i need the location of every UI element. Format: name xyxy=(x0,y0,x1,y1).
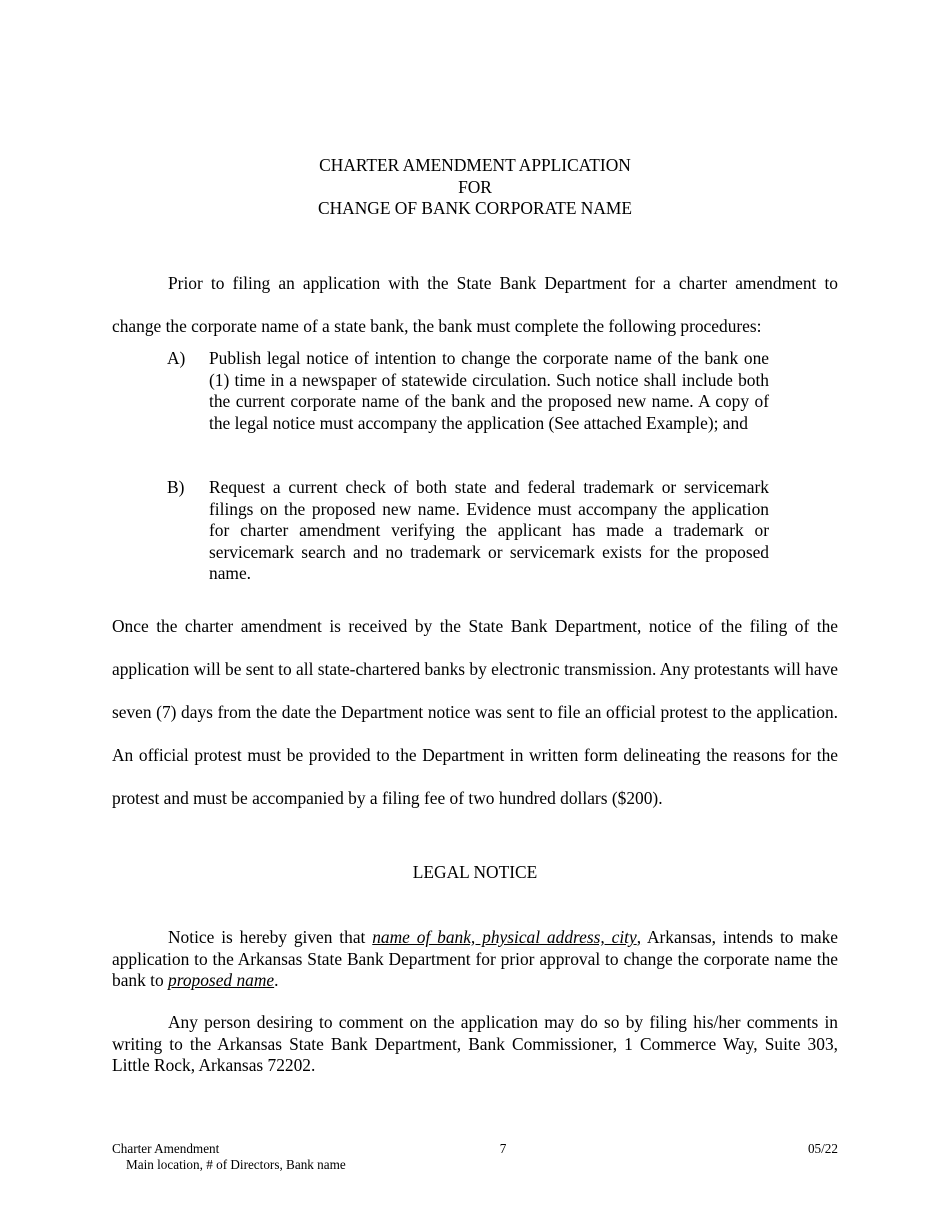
intro-paragraph xyxy=(112,262,838,348)
title-line-1: CHARTER AMENDMENT APPLICATION xyxy=(319,155,631,175)
notice-text-middle: Arkansas, intends to make application to the Arkansas State Bank Department for prior approval to change the corporate name the bank to xyxy=(112,927,838,991)
procedure-text-b: Request a current check of both state and federal trademark or servicemark filings on the proposed new name. Evidence must accompany the application for charter amendment verifying the applicant has made a trademark or servicemark search and no trademark or servicemark exists for the proposed name. xyxy=(209,477,769,584)
bank-name-placeholder: name of bank, physical address, city xyxy=(372,927,637,947)
title-line-2: FOR xyxy=(458,176,492,197)
footer-doc-name: Charter Amendment xyxy=(112,1141,220,1156)
legal-notice-paragraph-1 xyxy=(112,927,838,992)
placeholder-comma: , xyxy=(636,927,642,947)
legal-notice-paragraph-2: Any person desiring to comment on the application may do so by filing his/her comments in writing to the Arkansas State Bank Department, Bank Commissioner, 1 Commerce Way, Suite 303, Little Rock, Arkansas 72202. xyxy=(112,1012,838,1076)
proposed-name-placeholder: proposed name xyxy=(168,970,275,991)
legal-notice-heading: LEGAL NOTICE xyxy=(412,862,538,882)
intro-text: Prior to filing an application with the State Bank Department for a charter amendment to change the corporate name of a state bank, the bank must complete the following procedures: xyxy=(112,273,838,336)
footer-doc-subtitle: Main location, # of Directors, Bank name xyxy=(126,1157,346,1172)
procedure-item-b xyxy=(167,477,769,585)
notice-text-before: Notice is hereby given that xyxy=(168,927,373,947)
title-line-3: CHANGE OF BANK CORPORATE NAME xyxy=(317,198,633,219)
procedure-marker-a: A) xyxy=(167,348,186,368)
footer-date: 05/22 xyxy=(807,1141,838,1156)
procedure-marker-b: B) xyxy=(167,477,185,497)
page-number: 7 xyxy=(499,1141,507,1156)
notice-text-end: . xyxy=(274,970,279,991)
document-title xyxy=(112,155,838,220)
footer-left xyxy=(112,1141,346,1173)
procedure-text-a: Publish legal notice of intention to change the corporate name of the bank one (1) time in a newspaper of statewide circulation. Such notice shall include both the current corporate name of the bank and the proposed new name. A copy of the legal notice must accompany the application (See attached Example); and xyxy=(209,348,769,433)
procedure-item-a xyxy=(167,348,769,434)
protest-paragraph: Once the charter amendment is received by the State Bank Department, notice of the filing of the application will be sent to all state-chartered banks by electronic transmission. Any protestants will have seven (7) days from the date the Department notice was sent to file an official protest to the application. An official protest must be provided to the Department in written form delineating the reasons for the protest and must be accompanied by a filing fee of two hundred dollars ($200). xyxy=(112,616,838,808)
